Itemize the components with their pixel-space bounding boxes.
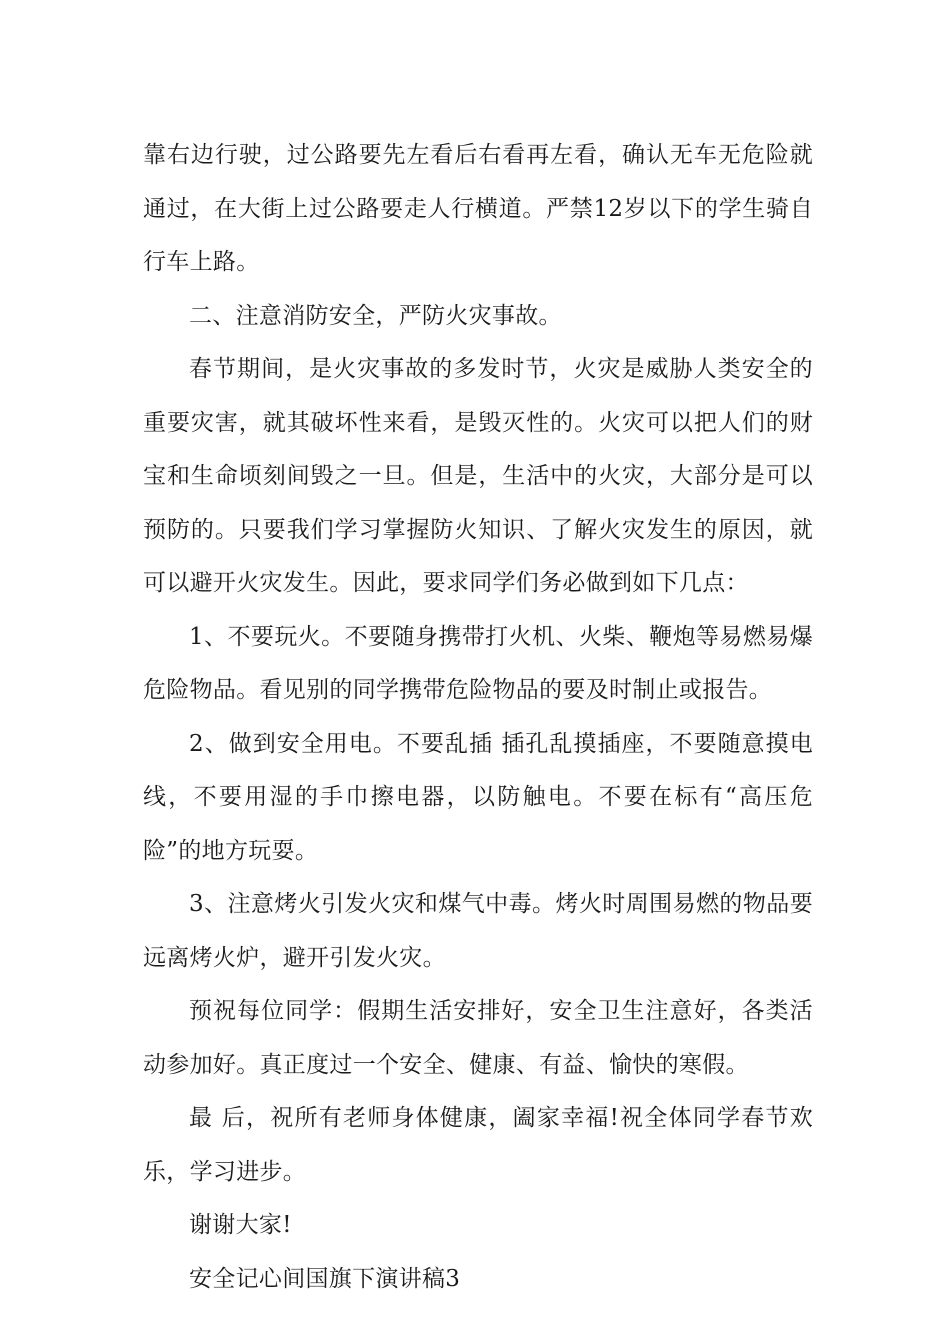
paragraph-traffic-continued: 靠右边行驶，过公路要先左看后右看再左看，确认无车无危险就通过，在大街上过公路要走人行横道。严禁12岁以下的学生骑自行车上路。: [143, 142, 813, 275]
section-heading-fire-safety: 二、注意消防安全，严防火灾事故。: [189, 302, 562, 329]
list-item-heating-safety: 3、注意烤火引发火灾和煤气中毒。烤火时周围易燃的物品要远离烤火炉，避开引发火灾。: [143, 891, 813, 971]
document-body: [143, 129, 813, 1306]
paragraph-wishes: 预祝每位同学：假期生活安排好，安全卫生注意好，各类活动参加好。真正度过一个安全、健康、有益、愉快的寒假。: [143, 998, 813, 1078]
next-section-title: 安全记心间国旗下演讲稿3: [189, 1265, 461, 1292]
list-item-electric-safety: 2、做到安全用电。不要乱插 插孔乱摸插座，不要随意摸电线，不要用湿的手巾擦电器，以防触电。不要在标有“高压危险”的地方玩耍。: [143, 730, 813, 864]
paragraph-thanks: 谢谢大家!: [189, 1212, 292, 1238]
paragraph-fire-intro: 春节期间，是火灾事故的多发时节，火灾是威胁人类安全的重要灾害，就其破坏性来看，是毁灭性的。火灾可以把人们的财宝和生命顷刻间毁之一旦。但是，生活中的火灾，大部分是可以预防的。只要我们学习掌握防火知识、了解火灾发生的原因，就可以避开火灾发生。因此，要求同学们务必做到如下几点：: [143, 356, 813, 596]
list-item-no-playing-fire: 1、不要玩火。不要随身携带打火机、火柴、鞭炮等易燃易爆危险物品。看见别的同学携带危险物品的要及时制止或报告。: [143, 623, 813, 703]
paragraph-closing: 最 后，祝所有老师身体健康，阖家幸福!祝全体同学春节欢乐，学习进步。: [143, 1105, 813, 1185]
